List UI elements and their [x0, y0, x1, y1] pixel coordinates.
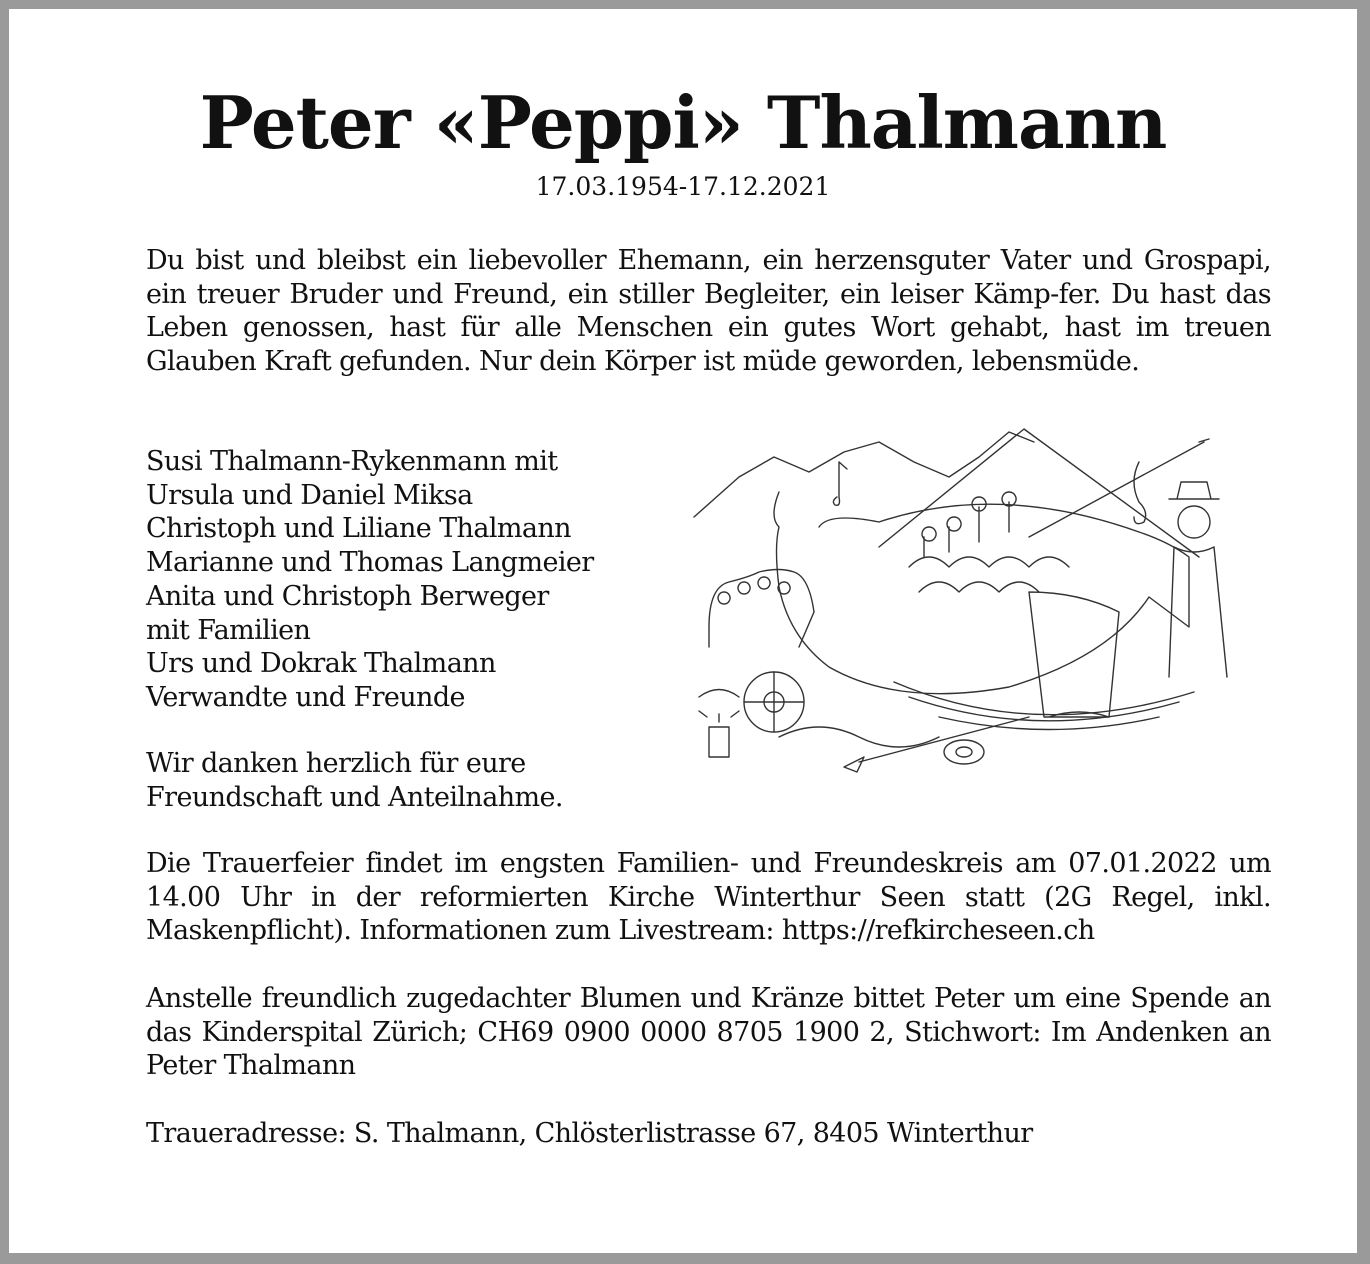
fish-body — [774, 492, 1189, 694]
service-info: Die Trauerfeier findet im engsten Familien- und Freundeskreis am 07.01.2022 um 14.00 Uhr in der reformierten Kirche Winterthur Seen statt (2G Regel, inkl. Maskenpflicht). Informationen zum Livestream: https://refkircheseen.ch — [146, 848, 1271, 947]
thanks-line: Wir danken herzlich für eure — [146, 748, 526, 779]
mourner-line: Christoph und Liliane Thalmann — [146, 513, 571, 545]
boat-hull — [894, 682, 1194, 730]
cable-spool-core — [956, 747, 972, 757]
cable-spool — [944, 740, 984, 764]
mourner-line: Urs und Dokrak Thalmann — [146, 648, 496, 680]
waves — [699, 690, 939, 748]
triangle-mountain — [879, 429, 1199, 557]
singer-body — [1169, 547, 1227, 677]
life-dates: 17.03.1954-17.12.2021 — [535, 172, 831, 201]
mourner-line: Verwandte und Freunde — [146, 681, 465, 713]
memorial-sketch — [679, 417, 1289, 782]
mourner-line: Susi Thalmann-Rykenmann mit — [146, 446, 558, 477]
thanks-note — [146, 747, 666, 814]
violin-bow — [1029, 439, 1209, 537]
mourner-line: Anita und Christoph Berweger — [146, 580, 549, 612]
mourners-list — [146, 445, 666, 715]
mourner-line: Marianne und Thomas Langmeier — [146, 547, 594, 579]
donation-info: Anstelle freundlich zugedachter Blumen und Kränze bittet Peter um eine Spende an das Kinderspital Zürich; CH69 0900 0000 8705 1900 2, Stichwort: Im Andenken an Peter Thalmann — [146, 983, 1271, 1082]
mourner-line: mit Familien — [146, 614, 311, 646]
people-group — [922, 492, 1016, 557]
singer-head — [1178, 506, 1210, 538]
deceased-name: Peter «Peppi» Thalmann — [199, 80, 1167, 165]
singer-hat — [1169, 482, 1219, 499]
paddle — [844, 717, 1029, 772]
open-book — [1029, 592, 1119, 717]
music-note — [833, 462, 847, 505]
lamp-icon — [699, 711, 739, 757]
mourning-address: Traueradresse: S. Thalmann, Chlösterlistrasse 67, 8405 Winterthur — [146, 1118, 1033, 1149]
intro-paragraph: Du bist und bleibst ein liebevoller Ehemann, ein herzensguter Vater und Grospapi, ein treuer Bruder und Freund, ein stiller Begleiter, ein leiser Kämp-fer. Du hast das Leben genossen, hast für alle Menschen ein gutes Wort gehabt, hast im treuen Glauben Kraft gefunden. Nur dein Körper ist müde geworden, lebensmüde. — [146, 245, 1271, 378]
mourner-line: Ursula und Daniel Miksa — [146, 479, 473, 511]
obituary-page — [9, 9, 1357, 1253]
sketch-drawing — [679, 417, 1289, 782]
thanks-line: Freundschaft und Anteilnahme. — [146, 781, 563, 813]
fish-scales — [909, 557, 1069, 592]
